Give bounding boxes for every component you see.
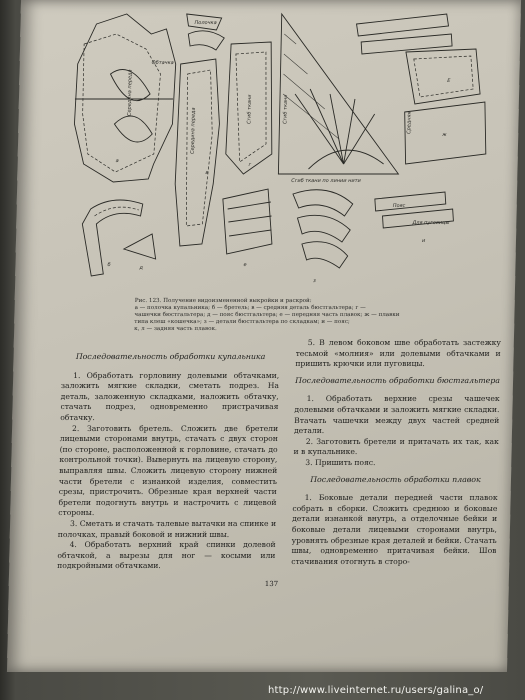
label-i: и — [421, 238, 426, 244]
label-z: з — [313, 278, 316, 284]
paragraph: 1. Боковые детали передней части плавок собрать в сборки. Сложить среднюю и боковые детали изнанкой внутрь, а отделочные бейки и боковые детали лицевыми сторонами внутрь, уровнять обрезные края деталей и бейки. Стачать швы, одновременно притачивая бейки. Шов стачивания отогнуть в сторо- — [291, 493, 498, 566]
label-polochka: Полочка — [194, 20, 217, 26]
piece-zh-fan — [221, 189, 273, 268]
paragraph: 5. В левом боковом шве обработать застежку тесьмой «молния» или долевыми обтачками и пришить крючки или пуговицы. — [295, 338, 501, 369]
caption-line-4: типа клеш «кошечка»; з — детали бюстгальтера по складкам; и — пояс; — [134, 319, 350, 325]
label-e-letter: Е — [447, 78, 451, 84]
figure-caption — [134, 298, 495, 333]
caption-line-2: а — полочка купальника; б — бретель; в — средняя деталь бюстгальтера; г — — [134, 305, 366, 311]
piece-triangle-fan — [278, 14, 402, 184]
paragraph: 3. Пришить пояс. — [305, 457, 376, 467]
pattern-drawing — [51, 4, 507, 294]
label-seredina-pereda: Середина переда — [126, 69, 134, 117]
right-column — [291, 338, 501, 567]
paragraph: 2. Заготовить бретель. Сложить две бретели лицевыми сторонами внутрь, стачать с двух сторон (по стороне, расположенной к горловине, стачать до контрольной точки). Вывернуть на лицевую сторону, выправляя швы. Сложить лицевую сторону нижней части бретели с изнанкой изделия, совместить срезы, пристрочить. Обрезные края верхней части бретели подогнуть внутрь и настрочить с лицевой стороны. — [58, 423, 279, 518]
paragraph: 1. Обработать горловину долевыми обтачками, заложить мягкие складки, сметать подрез. На деталь, заложенную складками, наложить обтачку, стачать подрез, одновременно пристрачивая обтачку. — [60, 370, 280, 422]
label-d: д — [139, 265, 143, 271]
label-obtachka: Обтачка — [151, 60, 174, 66]
piece-b — [81, 200, 143, 276]
piece-i — [374, 192, 454, 244]
watermark-url: http://www.liveinternet.ru/users/galina_o/ — [268, 685, 484, 696]
label-sgib-tkani: Сгиб ткани — [246, 94, 254, 124]
page-number: 137 — [264, 580, 279, 588]
label-a: а — [115, 158, 119, 164]
label-sgib-tkani-liniya: Сгиб ткани по линии нити — [291, 178, 361, 184]
caption-line-1: Рис. 123. Получение видоизмененной выкройки и раскрой: — [134, 298, 312, 304]
piece-v — [174, 59, 221, 246]
label-dlia-pugovitsy: Для пуговицы — [412, 220, 450, 226]
left-column — [57, 346, 280, 572]
piece-g — [225, 42, 274, 174]
label-sgib-tkani-2: Сгиб ткани — [282, 94, 290, 124]
heading-briefs: Последовательность обработки плавок — [310, 474, 481, 484]
pattern-figure — [51, 4, 507, 294]
label-zh: ж — [442, 132, 447, 138]
label-poyas: Пояс — [392, 203, 406, 209]
paragraph: 4. Обработать верхний край спинки долевой обтачкой, а вырезы для ног — косыми или подкройными обтачками. — [57, 540, 276, 571]
piece-polochka — [186, 14, 225, 50]
piece-a — [73, 14, 177, 182]
paragraph: 1. Обработать верхние срезы чашечек долевыми обтачками и заложить мягкие складки. Втачать чашечки между двух частей средней детали. — [293, 394, 500, 436]
heading-bra: Последовательность обработки бюстгальтера — [295, 375, 501, 385]
label-sredniaia: Средняя — [406, 111, 413, 135]
caption-line-5: к, л — задняя часть плавок. — [134, 326, 217, 332]
label-ye: е — [243, 262, 247, 268]
label-b: б — [107, 262, 111, 268]
piece-z — [291, 190, 353, 284]
paragraph: 3. Сметать и стачать талевые вытачки на спинке и полочках, правый боковой и нижний швы. — [57, 518, 277, 539]
piece-zh-strips — [354, 14, 489, 164]
label-v: в — [205, 170, 209, 176]
paragraph: 2. Заготовить бретели и притачать их так, как и в купальнике. — [293, 436, 499, 457]
caption-line-3: чашечки бюстгальтера; д — пояс бюстгальтера; е — передняя часть плавок; ж — плавки — [134, 312, 400, 318]
heading-swimsuit: Последовательность обработки купальника — [75, 352, 266, 361]
label-seredina-pereda-2: Середина переда — [189, 107, 197, 154]
book-page — [7, 0, 521, 672]
label-g: г — [248, 162, 252, 168]
piece-v-small — [123, 234, 156, 271]
